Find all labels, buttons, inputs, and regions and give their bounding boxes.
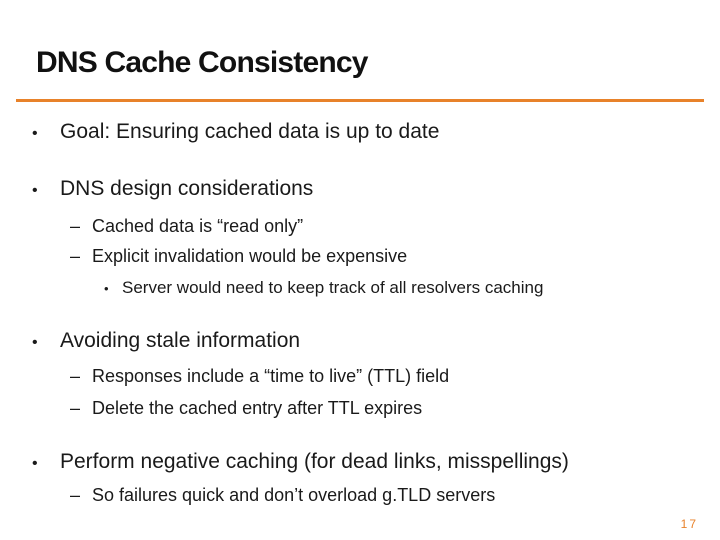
sub-bullet-item [70,216,303,237]
sub-bullet-item [70,398,422,419]
bullet-item [32,120,439,144]
bullet-text: Avoiding stale information [60,329,301,352]
dash-marker: – [70,398,81,418]
bullet-marker: • [32,334,38,351]
sub-bullet-item [70,366,449,387]
sub-bullet-text: So failures quick and don’t overload g.TLD servers [92,485,496,505]
sub-bullet-text: Explicit invalidation would be expensive [92,246,408,266]
title-divider [16,99,704,102]
sub-sub-bullet-item [104,278,543,298]
bullet-item [32,450,569,474]
bullet-item [32,177,313,201]
page-number: 17 [680,517,698,531]
bullet-marker: • [32,182,38,199]
bullet-marker: • [104,281,109,296]
sub-bullet-text: Cached data is “read only” [92,216,304,236]
slide-title: DNS Cache Consistency [36,46,368,79]
sub-bullet-item [70,485,495,506]
dash-marker: – [70,366,81,386]
dash-marker: – [70,216,81,236]
bullet-marker: • [32,125,38,142]
bullet-marker: • [32,455,38,472]
dash-marker: – [70,485,81,505]
sub-bullet-text: Delete the cached entry after TTL expires [92,398,423,418]
sub-bullet-item [70,246,407,267]
bullet-item [32,329,300,353]
sub-bullet-text: Responses include a “time to live” (TTL) field [92,366,450,386]
bullet-text: DNS design considerations [60,177,314,200]
sub-sub-bullet-text: Server would need to keep track of all resolvers caching [122,278,544,297]
dash-marker: – [70,246,81,266]
bullet-text: Perform negative caching (for dead links, misspellings) [60,450,569,473]
bullet-text: Goal: Ensuring cached data is up to date [60,120,440,143]
